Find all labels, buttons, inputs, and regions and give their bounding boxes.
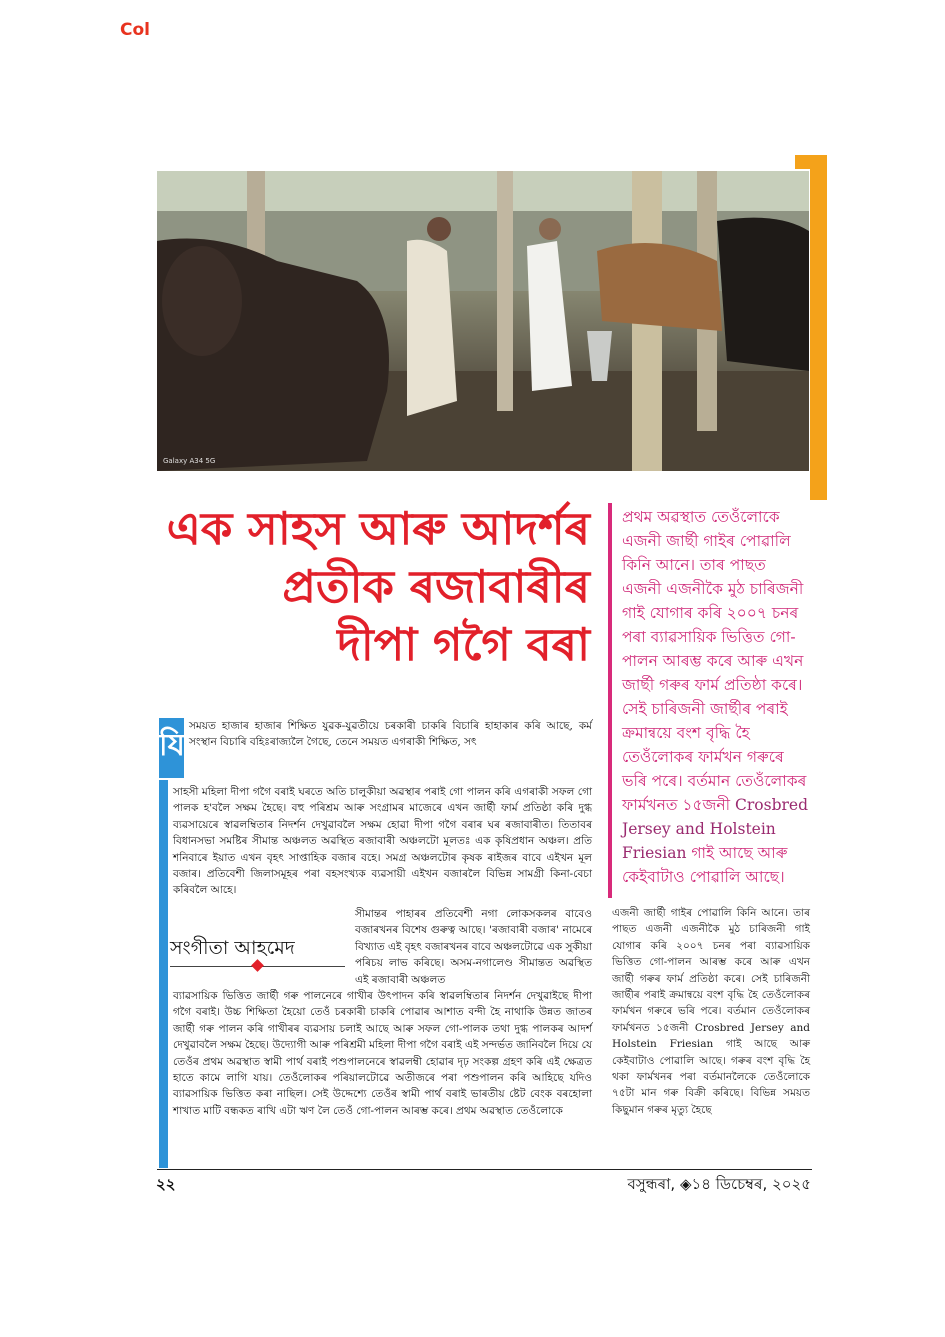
headline-line-1: এক সাহস আৰু আদৰ্শৰ: [166, 502, 590, 555]
pull-quote-text-tail: গাই আছে আৰু কেইবাটাও পোৱালি আছে।: [622, 844, 788, 886]
paragraph-1-first: সময়ত হাজাৰ হাজাৰ শিক্ষিত যুৱক-যুৱতীয়ে চৰকাৰী চাকৰি বিচাৰি হাহাকাৰ কৰি আছে, কৰ্ম সংস্থান বিচাৰি বহিঃৰাজ্যলৈ গৈছে, তেনে সময়ত এগৰাকী শিক্ষিত, সৎ: [189, 720, 592, 749]
paragraph-2: সীমান্তৰ পাহাৰৰ প্ৰতিবেশী নগা লোকসকলৰ বাবেও বজাৰখনৰ বিশেষ গুৰুত্ব আছে। 'ৰজাবাৰী বজাৰ' নামেৰে বিখ্যাত এই বৃহৎ বজাৰখনৰ বাবে অঞ্চলটোৱে এক সুকীয়া পৰিচয় লাভ কৰিছে। অসম-নগালেণ্ড সীমান্তত অৱস্থিত এই ৰজাবাৰী অঞ্চলত: [355, 908, 593, 986]
page-number: ২২: [156, 1175, 176, 1193]
right-column-text: এজনী জাৰ্ছী গাইৰ পোৱালি কিনি আনে। তাৰ পাছত এজনী এজনীকৈ মুঠ চাৰিজনী গাই যোগাৰ কৰি ২০০৭ চনৰ পৰা ব্যাৱসায়িক ভিত্তিত গো-পালন আৰম্ভ কৰে আৰু এখন জাৰ্ছী গৰুৰ ফাৰ্ম প্ৰতিষ্ঠা কৰে। সেই চাৰিজনী জাৰ্ছীৰ পৰাই ক্ৰমান্বয়ে বংশ বৃদ্ধি হৈ তেওঁলোকৰ ফাৰ্মখন গৰুৰে ভৰি পৰে। বৰ্তমান তেওঁলোকৰ ফাৰ্মখনত ১৫জনী Crosbred Jersey and Holstein Friesian গাই আছে আৰু কেইবাটাও পোৱালি আছে। গৰুৰ বংশ বৃদ্ধি হৈ থকা ফাৰ্মখনৰ পৰা বৰ্তমানলৈকে তেওঁলোকে ৭৫টা মান গৰু বিক্ৰী কৰিছে। বিভিন্ন সময়ত কিছুমান গৰুৰ মৃত্যু হৈছে: [612, 907, 810, 1116]
publication-date: বসুন্ধৰা, ◈১৪ ডিচেম্বৰ, ২০২৫: [627, 1175, 811, 1193]
author-byline: [170, 934, 345, 982]
paragraph-3: ব্যাৱসায়িক ভিত্তিত জাৰ্ছী গৰু পালনেৰে গাখীৰ উৎপাদন কৰি স্বাৱলম্বিতাৰ নিদৰ্শন দেখুৱাইছে দীপা গগৈ বৰাই। উচ্চ শিক্ষিতা হৈয়ো তেওঁ চৰকাৰী চাকৰি পোৱাৰ আশাত বন্দী হৈ নাথাকি উন্নত জাতৰ জাৰ্ছী গৰু পালন কৰি গাখীৰৰ ব্যৱসায় চলাই আছে আৰু সফল গো-পালক তথা দুগ্ধ পালকৰ আদৰ্শ দেখুৱাবলৈ সক্ষম হৈছে। উদ্যোগী আৰু পৰিশ্ৰমী মহিলা দীপা গগৈ বৰাই এই সন্দৰ্ভত জানিবলৈ দিয়ে যে তেওঁৰ প্ৰথম অৱস্থাত স্বামী পাৰ্থ বৰাই পশুপালনেৰে স্বাৱলম্বী হোৱাৰ দৃঢ় সংকল্প গ্ৰহণ কৰি এই ক্ষেত্ৰত হাতে কামে লাগি যায়। তেওঁলোকৰ পৰিয়ালটোৱে অতীজৰে পৰা পশুপালন কৰি আহিছে যদিও ব্যাৱসায়িক ভিত্তিত কৰা নাছিল। সেই উদ্দেশ্যে তেওঁৰ স্বামী পাৰ্থ বৰাই ভাৰতীয় ষ্টেট বেংক বৰহোলা শাখাত মাটি বন্ধকত ৰাখি এটা ঋণ লৈ তেওঁ গো-পালন আৰম্ভ কৰে। প্ৰথম অৱস্থাত তেওঁলোকে: [173, 990, 592, 1117]
accent-bar: [159, 780, 168, 1168]
dropcap: যি: [159, 718, 184, 778]
footer-rule: [157, 1169, 812, 1170]
headline-line-3: দীপা গগৈ বৰা: [337, 618, 590, 671]
author-name: সংগীতা আহমেদ: [170, 937, 295, 959]
photo-illustration: [157, 171, 809, 471]
paragraph-1: সাহসী মহিলা দীপা গগৈ বৰাই ঘৰতে অতি চালুকীয়া অৱস্থাৰ পৰাই গো পালন কৰি এগৰাকী সফল গো পালক হ'বলৈ সক্ষম হৈছে। বহু পৰিশ্ৰম আৰু সংগ্ৰামৰ মাজেৰে এখন জাৰ্ছী ফাৰ্ম প্ৰতিষ্ঠা কৰি দুগ্ধ ব্যৱসায়েৰে স্বাৱলম্বিতাৰ নিদৰ্শন দেখুৱাবলৈ সক্ষম হোৱা দীপা গগৈ বৰাৰ ঘৰ ৰজাবাৰীত। তিতাবৰ বিধানসভা সমষ্টিৰ সীমান্ত অঞ্চলত অৱস্থিত ৰজাবাৰী অঞ্চলটো মূলতঃ এক কৃষিপ্ৰধান অঞ্চল। প্ৰতি শনিবাৰে ইয়াত এখন বৃহৎ সাপ্তাহিক বজাৰ বহে। সমগ্ৰ অঞ্চলটোৰ কৃষক ৰাইজৰ বাবে এইখন মূল বজাৰ। প্ৰতিবেশী জিলাসমূহৰ পৰা বহসংখ্যক ব্যৱসায়ী এইখন বজাৰলৈ বিভিন্ন সামগ্ৰী কিনা-বেচা কৰিবলৈ আহে।: [173, 786, 592, 897]
headline: [150, 500, 590, 674]
pull-quote-box: [608, 503, 808, 898]
pull-quote-text: [622, 505, 808, 889]
headline-line-2: প্ৰতীক ৰজাবাৰীৰ: [282, 560, 590, 613]
photo-frame-accent: [810, 155, 827, 500]
corner-tag: Col: [120, 20, 150, 40]
article-photo: [157, 171, 809, 471]
pull-quote-text-en: Crosbred Jersey and Holstein Friesian: [622, 796, 809, 862]
pull-quote-text-as: প্ৰথম অৱস্থাত তেওঁলোকে এজনী জাৰ্ছী গাইৰ পোৱালি কিনি আনে। তাৰ পাছত এজনী এজনীকৈ মুঠ চাৰিজনী গাই যোগাৰ কৰি ২০০৭ চনৰ পৰা ব্যাৱসায়িক ভিত্তিত গো-পালন আৰম্ভ কৰে আৰু এখন জাৰ্ছী গৰুৰ ফাৰ্ম প্ৰতিষ্ঠা কৰে। সেই চাৰিজনী জাৰ্ছীৰ পৰাই ক্ৰমান্বয়ে বংশ বৃদ্ধি হৈ তেওঁলোকৰ ফাৰ্মখন গৰুৰে ভৰি পৰে। বৰ্তমান তেওঁলোকৰ ফাৰ্মখনত ১৫জনী: [622, 508, 807, 814]
photo-caption: Galaxy A34 5G: [163, 457, 216, 465]
